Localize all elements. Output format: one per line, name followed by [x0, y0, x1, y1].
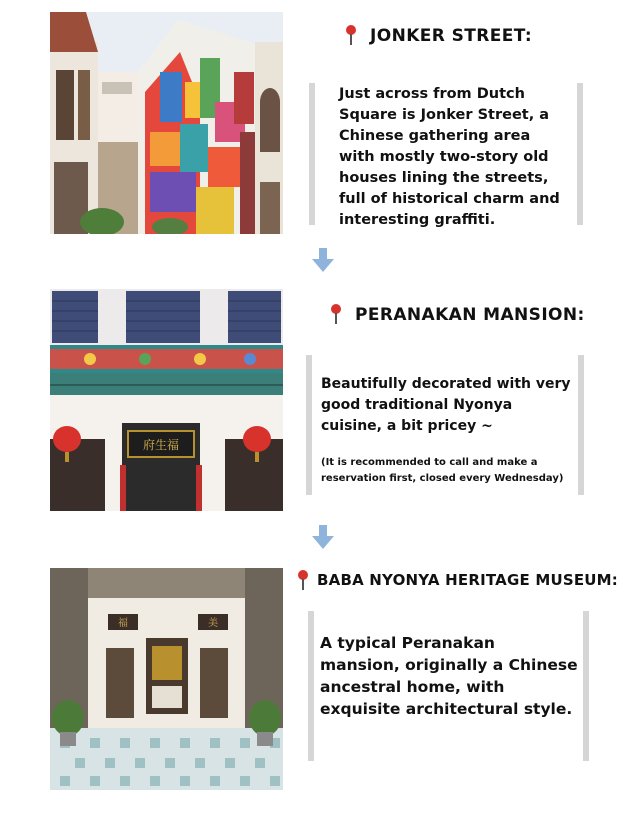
left-accent-bar	[309, 83, 315, 225]
map-pin-icon	[329, 303, 343, 325]
section-title-baba-nyonya-museum: BABA NYONYA HERITAGE MUSEUM:	[317, 571, 619, 589]
peranakan-mansion-photo	[50, 289, 283, 511]
map-pin-icon	[296, 569, 310, 591]
right-accent-bar	[577, 83, 583, 225]
street-mural-photo	[50, 12, 283, 234]
section-title-peranakan-mansion: PERANAKAN MANSION:	[355, 305, 585, 325]
museum-sign-right-text: 美	[208, 618, 218, 629]
down-arrow-icon	[311, 525, 335, 551]
peranakan-mansion-facade-photo	[50, 289, 283, 511]
museum-sign-left-text: 福	[118, 618, 128, 629]
right-accent-bar	[583, 611, 589, 761]
mansion-sign-text: 府生福	[142, 438, 180, 452]
left-accent-bar	[306, 355, 312, 495]
section-description-peranakan-mansion: Beautifully decorated with very good traditional Nyonya cuisine, a bit pricey ~	[321, 376, 571, 434]
section-description-baba-nyonya-museum: A typical Peranakan mansion, originally a Chinese ancestral home, with exquisite architectural style.	[320, 634, 578, 718]
jonker-street-photo	[50, 12, 283, 234]
baba-nyonya-museum-photo	[50, 568, 283, 790]
left-accent-bar	[308, 611, 314, 761]
map-pin-icon	[344, 24, 358, 46]
section-title-jonker-street: JONKER STREET:	[370, 26, 533, 46]
heritage-museum-interior-photo	[50, 568, 283, 790]
right-accent-bar	[578, 355, 584, 495]
down-arrow-icon	[311, 248, 335, 274]
section-note-peranakan-mansion: (It is recommended to call and make a reservation first, closed every Wednesday)	[321, 457, 564, 484]
section-description-jonker-street: Just across from Dutch Square is Jonker Street, a Chinese gathering area with mostly two-story old houses lining the streets, full of historical charm and interesting graffiti.	[339, 86, 560, 228]
